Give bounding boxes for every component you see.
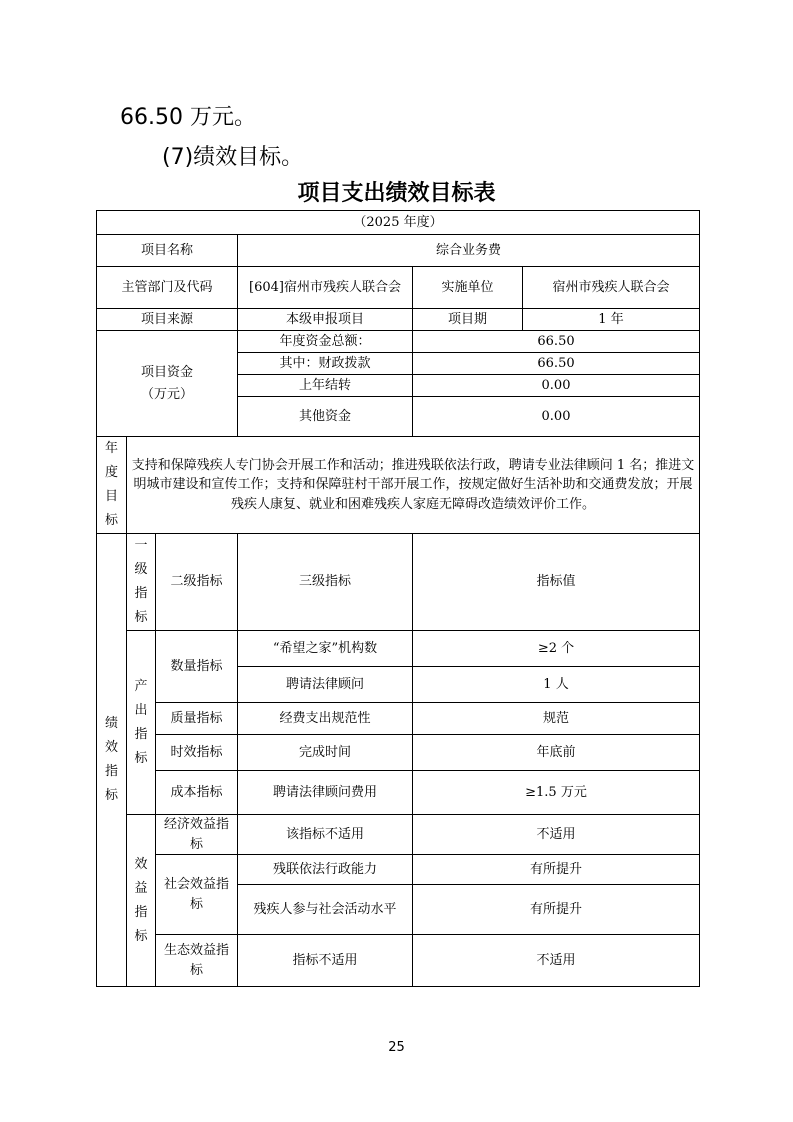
period-label: 项目期	[413, 309, 523, 331]
level1-header: 一级指标	[127, 534, 156, 631]
perf-label: 绩效指标	[97, 534, 127, 987]
qty-value-1: ≥2 个	[413, 631, 700, 667]
social-value-2: 有所提升	[413, 885, 700, 935]
econ-value: 不适用	[413, 815, 700, 855]
performance-table	[96, 210, 700, 987]
cost-item: 聘请法律顾问费用	[238, 771, 413, 815]
annual-goal-text: 支持和保障残疾人专门协会开展工作和活动；推进残联依法行政，聘请专业法律顾问 1 名；推进文明城市建设和宣传工作；支持和保障驻村干部开展工作，按规定做好生活补助和交通费发放；开展残疾人康复、就业和困难残疾人家庭无障碍改造绩效评价工作。	[127, 437, 700, 534]
impl-label: 实施单位	[413, 267, 523, 309]
source-value: 本级申报项目	[238, 309, 413, 331]
funds-carryover-value: 0.00	[413, 375, 700, 397]
project-name-value: 综合业务费	[238, 235, 700, 267]
funds-other-label: 其他资金	[238, 397, 413, 437]
qty-label: 数量指标	[156, 631, 238, 703]
quality-value: 规范	[413, 703, 700, 735]
output-label: 产出指标	[127, 631, 156, 815]
value-header: 指标值	[413, 534, 700, 631]
funds-total-label: 年度资金总额：	[238, 331, 413, 353]
quality-item: 经费支出规范性	[238, 703, 413, 735]
social-item-1: 残联依法行政能力	[238, 855, 413, 885]
level2-header: 二级指标	[156, 534, 238, 631]
qty-value-2: 1 人	[413, 667, 700, 703]
funds-label: 项目资金（万元）	[97, 331, 238, 437]
page-number: 25	[388, 1040, 405, 1055]
funds-total-value: 66.50	[413, 331, 700, 353]
eco-label: 生态效益指标	[156, 935, 238, 987]
econ-label: 经济效益指标	[156, 815, 238, 855]
source-label: 项目来源	[97, 309, 238, 331]
qty-item-1: “希望之家”机构数	[238, 631, 413, 667]
cost-value: ≥1.5 万元	[413, 771, 700, 815]
social-value-1: 有所提升	[413, 855, 700, 885]
period-value: 1 年	[523, 309, 700, 331]
funds-carryover-label: 上年结转	[238, 375, 413, 397]
time-value: 年底前	[413, 735, 700, 771]
time-item: 完成时间	[238, 735, 413, 771]
quality-label: 质量指标	[156, 703, 238, 735]
project-name-label: 项目名称	[97, 235, 238, 267]
social-item-2: 残疾人参与社会活动水平	[238, 885, 413, 935]
econ-item: 该指标不适用	[238, 815, 413, 855]
table-title: 项目支出绩效目标表	[297, 181, 496, 206]
funds-fiscal-label: 其中：财政拨款	[238, 353, 413, 375]
time-label: 时效指标	[156, 735, 238, 771]
social-label: 社会效益指标	[156, 855, 238, 935]
funds-fiscal-value: 66.50	[413, 353, 700, 375]
effect-label: 效益指标	[127, 815, 156, 987]
dept-label: 主管部门及代码	[97, 267, 238, 309]
year-row: （2025 年度）	[97, 211, 700, 235]
annual-goal-label: 年度目标	[97, 437, 127, 534]
level3-header: 三级指标	[238, 534, 413, 631]
impl-value: 宿州市残疾人联合会	[523, 267, 700, 309]
funds-other-value: 0.00	[413, 397, 700, 437]
cost-label: 成本指标	[156, 771, 238, 815]
eco-item: 指标不适用	[238, 935, 413, 987]
intro-line: 66.50 万元。	[120, 105, 256, 130]
section-heading: (7)绩效目标。	[162, 145, 304, 170]
dept-value: [604]宿州市残疾人联合会	[238, 267, 413, 309]
eco-value: 不适用	[413, 935, 700, 987]
qty-item-2: 聘请法律顾问	[238, 667, 413, 703]
